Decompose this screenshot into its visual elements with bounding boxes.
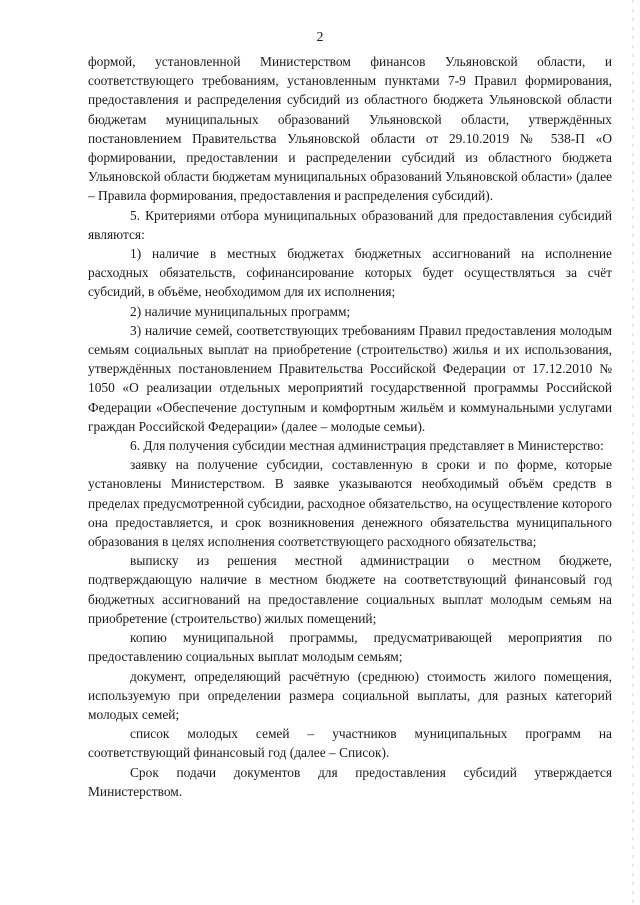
- paragraph-criterion-3: 3) наличие семей, соответствующих требованиям Правил предоставления молодым семьям социальных выплат на приобретение (строительство) жилья и их использования, утверждённых постановлением Правительства Российской Федерации от 17.12.2010 № 1050 «О реализации отдельных мероприятий государственной программы Российской Федерации «Обеспечение доступным и комфортным жильём и коммунальными услугами граждан Российской Федерации» (далее – молодые семьи).: [88, 322, 612, 434]
- document-body: [88, 52, 612, 801]
- page-number: 2: [316, 30, 324, 45]
- paragraph-document-budget-extract: выписку из решения местной администрации о местном бюджете, подтверждающую наличие в местном бюджете на соответствующий финансовый год бюджетных ассигнований на предоставление социальных выплат молодым семьям на приобретение (строительство) жилых помещений;: [88, 553, 612, 626]
- paragraph-deadline: Срок подачи документов для предоставления субсидий утверждается Министерством.: [88, 764, 612, 799]
- paragraph-criterion-2: 2) наличие муниципальных программ;: [130, 303, 351, 319]
- paragraph-document-application: заявку на получение субсидии, составленную в сроки и по форме, которые установлены Министерством. В заявке указываются необходимый объём средств в пределах предусмотренной субсидии, расходное обязательство, на осуществление которого она предоставляется, и срок возникновения денежного обязательства муниципального образования в целях исполнения соответствующего расходного обязательства;: [88, 457, 612, 550]
- paragraph-document-family-list: список молодых семей – участников муниципальных программ на соответствующий финансовый год (далее – Список).: [88, 726, 612, 761]
- paragraph-document-program-copy: копию муниципальной программы, предусматривающей мероприятия по предоставлению социальных выплат молодым семьям;: [88, 630, 612, 665]
- paragraph-item-5: 5. Критериями отбора муниципальных образований для предоставления субсидий являются:: [88, 207, 612, 242]
- paragraph-item-6: 6. Для получения субсидии местная администрация представляет в Министерство:: [130, 438, 604, 454]
- scan-edge-artifact: [632, 0, 634, 905]
- paragraph-intro-continuation: формой, установленной Министерством финансов Ульяновской области, и соответствующего требованиям, установленным пунктами 7-9 Правил формирования, предоставления и распределения субсидий из областного бюджета Ульяновской области бюджетам муниципальных образований Ульяновской области, утверждённых постановлением Правительства Ульяновской области от 29.10.2019 № 538-П «О формировании, предоставлении и распределении субсидий из областного бюджета Ульяновской области бюджетам муниципальных образований Ульяновской области» (далее – Правила формирования, предоставления и распределения субсидий).: [88, 54, 612, 204]
- paragraph-document-housing-cost: документ, определяющий расчётную (среднюю) стоимость жилого помещения, используемую при определении размера социальной выплаты, для разных категорий молодых семей;: [88, 668, 612, 722]
- paragraph-criterion-1: 1) наличие в местных бюджетах бюджетных ассигнований на исполнение расходных обязательств, софинансирование которых будет осуществляться за счёт субсидий, в объёме, необходимом для их исполнения;: [88, 246, 612, 300]
